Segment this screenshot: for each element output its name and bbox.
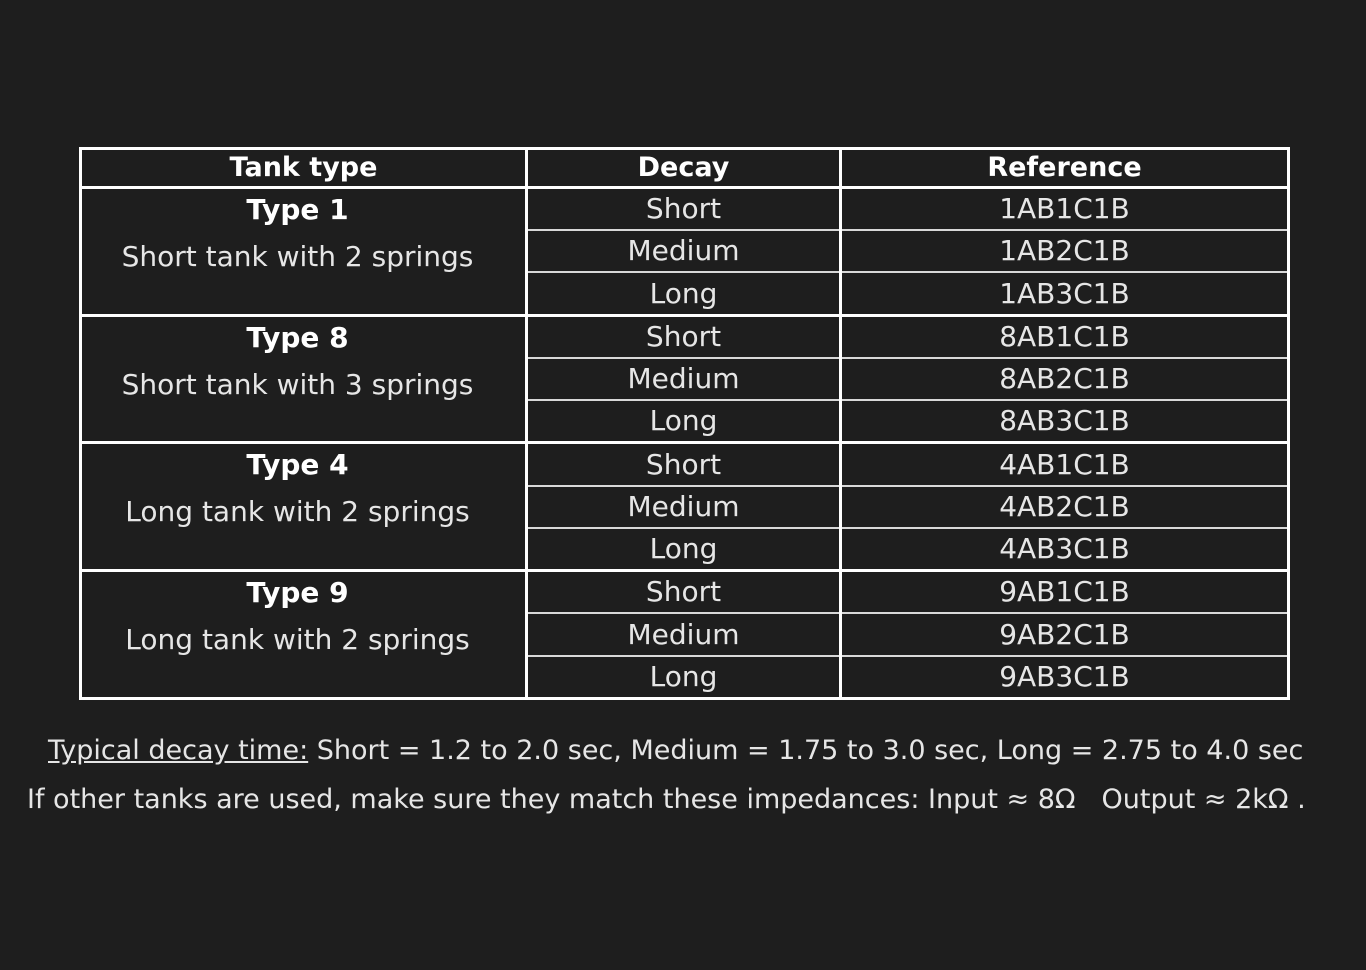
tank-type-description: Long tank with 2 springs <box>125 495 470 529</box>
decay-cell: Long <box>527 400 841 443</box>
reference-cell: 1AB1C1B <box>841 188 1289 231</box>
tank-type-name: Type 8 <box>246 320 349 354</box>
header-tank-type: Tank type <box>81 149 527 188</box>
header-decay: Decay <box>527 149 841 188</box>
decay-cell: Short <box>527 571 841 614</box>
decay-cell: Long <box>527 272 841 315</box>
decay-cell: Short <box>527 443 841 486</box>
table-row <box>81 188 1289 231</box>
reference-cell: 4AB2C1B <box>841 486 1289 528</box>
tank-type-description: Long tank with 2 springs <box>125 623 470 657</box>
tank-type-cell <box>81 443 527 571</box>
impedance-note <box>0 784 1366 815</box>
decay-cell: Short <box>527 188 841 231</box>
header-reference: Reference <box>841 149 1289 188</box>
reference-cell: 8AB2C1B <box>841 358 1289 400</box>
reference-cell: 9AB1C1B <box>841 571 1289 614</box>
tank-type-cell <box>81 571 527 699</box>
decay-time-note <box>0 735 1366 766</box>
tank-reference-table <box>79 147 1290 700</box>
tank-type-name: Type 9 <box>246 576 349 610</box>
reference-cell: 4AB1C1B <box>841 443 1289 486</box>
tank-type-description: Short tank with 2 springs <box>121 240 474 273</box>
decay-time-label: Typical decay time: <box>48 735 309 766</box>
decay-cell: Short <box>527 315 841 358</box>
decay-cell: Long <box>527 656 841 699</box>
decay-time-values: Short = 1.2 to 2.0 sec, Medium = 1.75 to 3.0 sec, Long = 2.75 to 4.0 sec <box>316 735 1304 766</box>
impedance-input-text: If other tanks are used, make sure they match these impedances: Input ≈ 8Ω <box>27 784 1076 815</box>
decay-cell: Long <box>527 528 841 571</box>
tank-type-name: Type 4 <box>246 448 349 482</box>
reference-cell: 8AB3C1B <box>841 400 1289 443</box>
reference-cell: 9AB3C1B <box>841 656 1289 699</box>
tank-type-cell <box>81 188 527 316</box>
reference-cell: 4AB3C1B <box>841 528 1289 571</box>
decay-cell: Medium <box>527 613 841 655</box>
table-row <box>81 443 1289 486</box>
table-row <box>81 571 1289 614</box>
decay-cell: Medium <box>527 358 841 400</box>
tank-type-cell <box>81 315 527 443</box>
table-header-row <box>81 149 1289 188</box>
reference-cell: 9AB2C1B <box>841 613 1289 655</box>
decay-cell: Medium <box>527 230 841 272</box>
table-row <box>81 315 1289 358</box>
tank-type-description: Short tank with 3 springs <box>121 367 474 401</box>
reference-cell: 8AB1C1B <box>841 315 1289 358</box>
impedance-output-text: Output ≈ 2kΩ . <box>1101 784 1306 815</box>
decay-cell: Medium <box>527 486 841 528</box>
tank-type-name: Type 1 <box>246 193 349 226</box>
reference-cell: 1AB3C1B <box>841 272 1289 315</box>
table-body <box>81 188 1289 699</box>
reference-cell: 1AB2C1B <box>841 230 1289 272</box>
